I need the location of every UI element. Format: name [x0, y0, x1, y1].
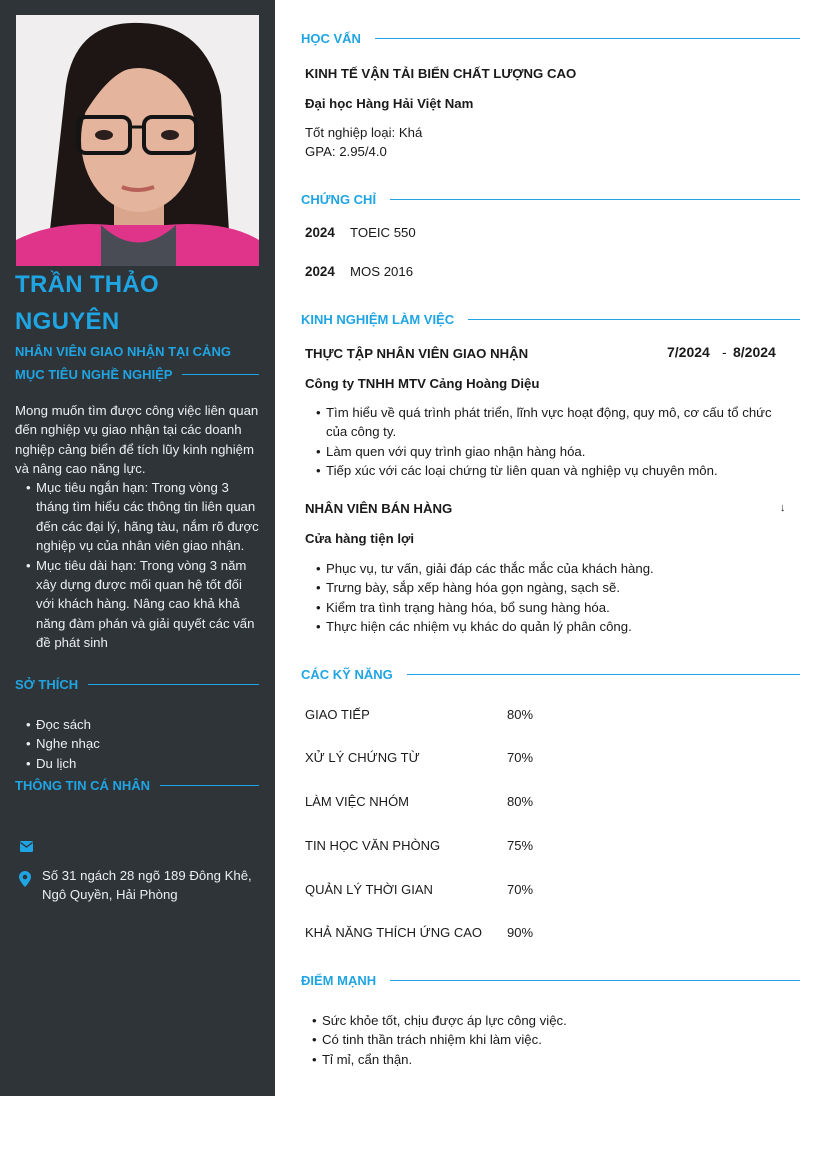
- map-pin-icon: [19, 871, 31, 892]
- strengths-list: [301, 1011, 791, 1069]
- profile-photo: [16, 15, 259, 266]
- skills-heading-label: CÁC KỸ NĂNG: [301, 667, 393, 682]
- job-end-date: 8/2024: [733, 344, 776, 360]
- heading-divider: [468, 319, 800, 320]
- list-item: • Phục vụ, tư vấn, giải đáp các thắc mắc của khách hàng.: [305, 559, 795, 578]
- experience-heading-label: KINH NGHIỆM LÀM VIỆC: [301, 312, 455, 327]
- list-item: • Tỉ mỉ, cẩn thận.: [301, 1050, 791, 1069]
- skill-value: 75%: [507, 838, 534, 853]
- job-task-list: [305, 559, 795, 637]
- list-item: • Tìm hiểu về quá trình phát triển, lĩnh vực hoạt động, quy mô, cơ cấu tổ chức của công ty.: [305, 403, 795, 442]
- full-name: [15, 266, 265, 340]
- education-heading-label: HỌC VẤN: [301, 31, 361, 46]
- certificate-year: 2024: [305, 264, 335, 279]
- experience-heading: [301, 312, 800, 327]
- objective-list: [15, 478, 260, 653]
- skill-name: LÀM VIỆC NHÓM: [305, 794, 410, 809]
- skill-name: TIN HỌC VĂN PHÒNG: [305, 838, 441, 853]
- job-title: NHÂN VIÊN GIAO NHẬN TẠI CẢNG: [15, 344, 231, 359]
- skill-value: 80%: [507, 794, 534, 809]
- job-date-mark: ↓: [780, 502, 786, 514]
- heading-divider: [375, 38, 800, 39]
- hobbies-heading-label: SỞ THÍCH: [15, 677, 79, 692]
- list-item: • Mục tiêu dài hạn: Trong vòng 3 năm xây dựng được mối quan hệ tốt đối với khách hàng. Nâng cao khả khả năng đàm phán và giải quyết các vấn đề phát sinh: [15, 556, 260, 653]
- strengths-heading: [301, 973, 800, 988]
- hobbies-heading: [15, 677, 259, 692]
- skill-name: GIAO TIẾP: [305, 707, 370, 722]
- skills-heading: [301, 667, 800, 682]
- skill-value: 70%: [507, 750, 534, 765]
- skill-value: 80%: [507, 707, 534, 722]
- name-line-1: TRẦN THẢO: [15, 271, 160, 298]
- certificate-name: MOS 2016: [350, 264, 414, 279]
- list-item: • Đọc sách: [15, 715, 260, 734]
- job-start-date: 7/2024: [667, 344, 710, 360]
- heading-divider: [160, 785, 259, 786]
- education-grade: Tốt nghiệp loại: Khá: [305, 125, 423, 140]
- heading-divider: [407, 674, 800, 675]
- skill-name: KHẢ NĂNG THÍCH ỨNG CAO: [305, 925, 482, 940]
- objective-heading-label: MỤC TIÊU NGHỀ NGHIỆP: [15, 367, 173, 382]
- heading-divider: [390, 199, 800, 200]
- list-item: • Làm quen với quy trình giao nhận hàng hóa.: [305, 442, 795, 461]
- job-title: THỰC TẬP NHÂN VIÊN GIAO NHẬN: [305, 346, 529, 361]
- certificates-heading: [301, 192, 800, 207]
- list-item: • Kiểm tra tình trạng hàng hóa, bổ sung hàng hóa.: [305, 598, 795, 617]
- heading-divider: [390, 980, 800, 981]
- personal-heading: [15, 778, 259, 793]
- education-major: KINH TẾ VẬN TẢI BIỂN CHẤT LƯỢNG CAO: [305, 66, 577, 81]
- list-item: • Thực hiện các nhiệm vụ khác do quản lý phân công.: [305, 617, 795, 636]
- objective-heading: [15, 367, 259, 382]
- list-item: • Sức khỏe tốt, chịu được áp lực công việc.: [301, 1011, 791, 1030]
- certificates-heading-label: CHỨNG CHỈ: [301, 192, 377, 207]
- envelope-icon: [20, 839, 33, 857]
- job-company: Công ty TNHH MTV Cảng Hoàng Diệu: [305, 376, 540, 391]
- list-item: • Có tinh thần trách nhiệm khi làm việc.: [301, 1030, 791, 1049]
- education-gpa: GPA: 2.95/4.0: [305, 144, 387, 159]
- hobbies-list: [15, 715, 260, 773]
- objective-intro: Mong muốn tìm được công việc liên quan đến nghiệp vụ giao nhận tại các doanh nghiệp cảng biển để tích lũy kinh nghiệm và nâng cao năng lực.: [15, 403, 259, 477]
- certificate-year: 2024: [305, 225, 335, 240]
- list-item: • Du lịch: [15, 754, 260, 773]
- job-company: Cửa hàng tiện lợi: [305, 531, 415, 546]
- list-item: • Mục tiêu ngắn hạn: Trong vòng 3 tháng tìm hiểu các thông tin liên quan đến các đại lý, hãng tàu, nắm rõ được nghiệp vụ của nhân viên giao nhận.: [15, 478, 260, 556]
- heading-divider: [88, 684, 259, 685]
- list-item: • Tiếp xúc với các loại chứng từ liên quan và nghiệp vụ chuyên môn.: [305, 461, 795, 480]
- list-item: • Trưng bày, sắp xếp hàng hóa gọn ngàng, sạch sẽ.: [305, 578, 795, 597]
- certificate-name: TOEIC 550: [350, 225, 416, 240]
- education-heading: [301, 31, 800, 46]
- strengths-heading-label: ĐIỂM MẠNH: [301, 973, 377, 988]
- skill-name: QUẢN LÝ THỜI GIAN: [305, 882, 433, 897]
- name-line-2: NGUYÊN: [15, 308, 120, 335]
- job-task-list: [305, 403, 795, 481]
- job-title: NHÂN VIÊN BÁN HÀNG: [305, 501, 453, 516]
- education-school: Đại học Hàng Hải Việt Nam: [305, 96, 474, 111]
- date-separator: -: [722, 344, 727, 360]
- skill-name: XỬ LÝ CHỨNG TỪ: [305, 750, 420, 765]
- heading-divider: [182, 374, 259, 375]
- address-text: Số 31 ngách 28 ngõ 189 Đông Khê, Ngô Quyền, Hải Phòng: [42, 868, 252, 903]
- personal-heading-label: THÔNG TIN CÁ NHÂN: [15, 778, 151, 793]
- list-item: • Nghe nhạc: [15, 734, 260, 753]
- skill-value: 70%: [507, 882, 534, 897]
- skill-value: 90%: [507, 925, 534, 940]
